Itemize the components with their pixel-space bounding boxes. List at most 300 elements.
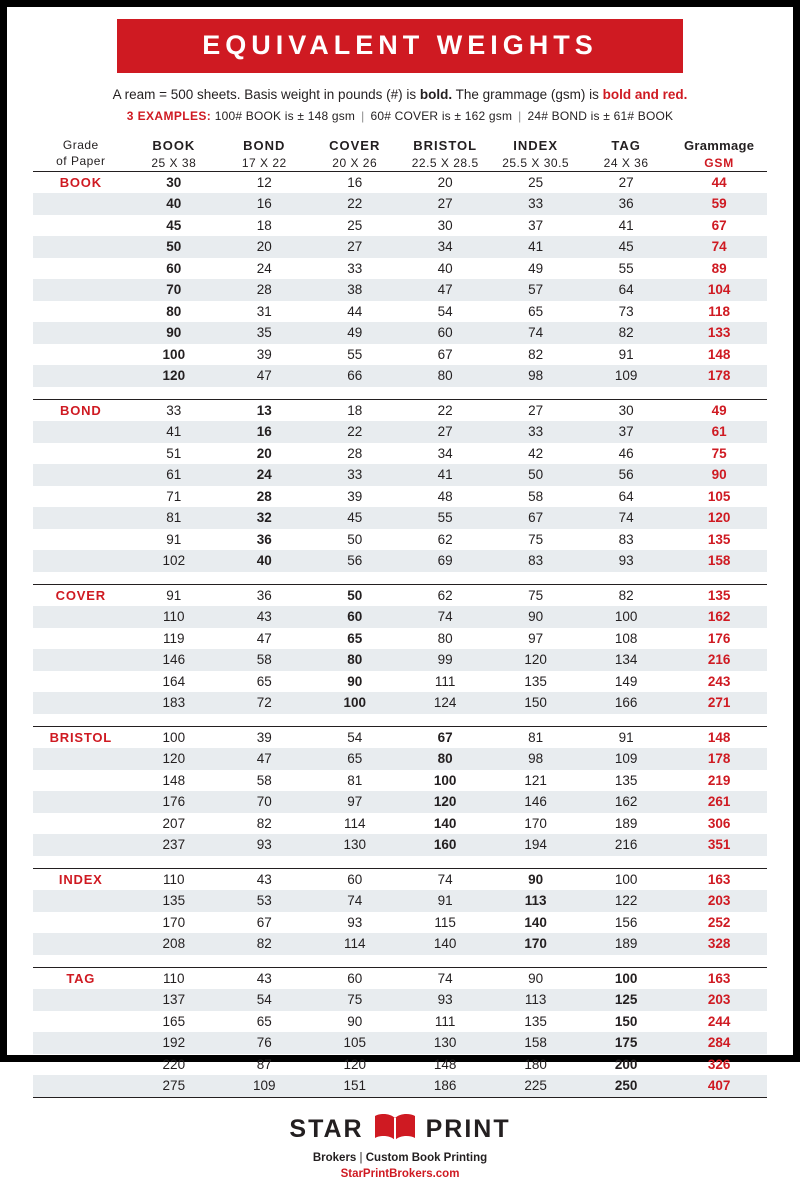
cell-value: 18 [256, 217, 272, 233]
cell-value: 64 [581, 279, 671, 301]
table-row [33, 279, 767, 301]
table-row [33, 967, 767, 989]
cell-grammage: 105 [707, 488, 731, 504]
cell-value: 225 [490, 1075, 580, 1097]
grade-blank [33, 770, 129, 792]
cell-value: 24 [219, 464, 309, 486]
column-header-cover-name: COVER [329, 138, 381, 153]
cell-value: 82 [618, 587, 634, 603]
cell-value: 82 [219, 933, 309, 955]
cell-value: 71 [166, 488, 182, 504]
cell-grammage: 243 [707, 673, 731, 689]
column-header-tag-name: TAG [611, 138, 641, 153]
cell-value: 113 [490, 890, 580, 912]
cell-value: 62 [437, 587, 453, 603]
grade-blank [33, 464, 129, 486]
cell-value: 20 [256, 445, 272, 461]
cell-value: 140 [524, 914, 547, 930]
column-header-index [490, 137, 580, 171]
cell-value: 55 [618, 260, 634, 276]
cell-value: 208 [129, 933, 219, 955]
cell-grammage: 59 [671, 193, 767, 215]
cell-value: 66 [310, 365, 400, 387]
cell-value: 110 [129, 606, 219, 628]
cell-value: 37 [581, 421, 671, 443]
cell-value: 81 [129, 507, 219, 529]
grade-blank [33, 890, 129, 912]
cell-value: 121 [524, 772, 547, 788]
cell-value: 162 [581, 791, 671, 813]
cell-value: 60 [400, 322, 490, 344]
cell-value: 275 [129, 1075, 219, 1097]
cell-value: 124 [400, 692, 490, 714]
cell-value: 82 [581, 322, 671, 344]
examples-label: 3 EXAMPLES: [126, 109, 212, 123]
cell-grammage: 163 [707, 871, 731, 887]
footer-tagline [33, 1152, 767, 1164]
example-item-2: 60# COVER is ± 162 gsm [370, 109, 513, 123]
cell-value: 42 [528, 445, 544, 461]
cell-value: 30 [437, 217, 453, 233]
cell-value: 74 [400, 606, 490, 628]
cell-value: 32 [219, 507, 309, 529]
page-title: EQUIVALENT WEIGHTS [117, 19, 683, 73]
cell-value: 149 [614, 673, 638, 689]
cell-value: 51 [166, 445, 182, 461]
grade-label: TAG [66, 970, 96, 986]
cell-value: 110 [163, 871, 185, 887]
table-row [33, 1032, 767, 1054]
table-row [33, 584, 767, 606]
footer-website[interactable]: StarPrintBrokers.com [340, 1167, 460, 1180]
grade-blank [33, 236, 129, 258]
grade-blank [33, 507, 129, 529]
cell-value: 80 [400, 748, 490, 770]
cell-value: 137 [129, 989, 219, 1011]
cell-value: 82 [256, 815, 272, 831]
cell-value: 90 [347, 1013, 363, 1029]
cell-value: 81 [528, 729, 544, 745]
cell-value: 156 [614, 914, 638, 930]
group-divider [33, 856, 767, 869]
grade-label: BOND [60, 402, 102, 418]
cell-value: 91 [618, 346, 634, 362]
footer-tagline-left: Brokers [312, 1151, 357, 1164]
footer-tagline-sep: | [359, 1151, 363, 1164]
table-row [33, 692, 767, 714]
table-row [33, 443, 767, 465]
table-row [33, 748, 767, 770]
subtitle-bold1: bold. [419, 87, 453, 102]
subtitle-part2: The grammage (gsm) is [452, 87, 603, 102]
cell-value: 60 [347, 970, 363, 986]
cell-value: 39 [347, 488, 363, 504]
cell-value: 90 [528, 871, 544, 887]
grade-blank [33, 606, 129, 628]
cell-value: 74 [490, 322, 580, 344]
cell-value: 200 [614, 1056, 638, 1072]
example-item-3: 24# BOND is ± 61# BOOK [527, 109, 674, 123]
cell-value: 74 [581, 507, 671, 529]
cell-value: 65 [347, 630, 363, 646]
grade-blank [33, 550, 129, 572]
table-row [33, 171, 767, 193]
table-row [33, 215, 767, 237]
cell-value: 41 [490, 236, 580, 258]
group-divider [33, 572, 767, 585]
cell-value: 192 [129, 1032, 219, 1054]
cell-value: 16 [347, 174, 363, 190]
cell-value: 165 [162, 1013, 186, 1029]
group-divider [33, 955, 767, 968]
grade-blank [33, 628, 129, 650]
cell-value: 25 [347, 217, 363, 233]
cell-value: 90 [528, 970, 544, 986]
cell-value: 49 [528, 260, 544, 276]
cell-value: 41 [129, 421, 219, 443]
cell-value: 30 [166, 174, 182, 190]
cell-value: 30 [618, 402, 634, 418]
cell-value: 54 [437, 303, 453, 319]
cell-value: 91 [400, 890, 490, 912]
column-header-grade-name: Grade [62, 138, 99, 152]
cell-value: 70 [219, 791, 309, 813]
grade-blank [33, 1054, 129, 1076]
table-row [33, 344, 767, 366]
cell-grammage: 203 [671, 989, 767, 1011]
cell-value: 27 [400, 421, 490, 443]
grade-label: INDEX [58, 871, 103, 887]
grade-blank [33, 344, 129, 366]
cell-value: 33 [310, 464, 400, 486]
cell-value: 33 [490, 421, 580, 443]
cell-value: 146 [490, 791, 580, 813]
cell-value: 175 [581, 1032, 671, 1054]
cell-value: 34 [400, 236, 490, 258]
grade-blank [33, 692, 129, 714]
grade-blank [33, 1075, 129, 1097]
page-inner [7, 7, 793, 1180]
cell-value: 220 [162, 1056, 186, 1072]
cell-value: 83 [618, 531, 634, 547]
cell-value: 43 [256, 871, 272, 887]
table-row [33, 301, 767, 323]
cell-value: 100 [433, 772, 457, 788]
cell-value: 135 [129, 890, 219, 912]
cell-value: 140 [433, 815, 457, 831]
cell-value: 166 [581, 692, 671, 714]
examples-line [33, 109, 767, 123]
cell-value: 120 [490, 649, 580, 671]
cell-value: 67 [437, 729, 453, 745]
table-row [33, 550, 767, 572]
equivalent-weights-table [33, 137, 767, 1098]
table-row [33, 791, 767, 813]
cell-value: 100 [581, 606, 671, 628]
logo-star-text: STAR [289, 1114, 364, 1143]
grade-blank [33, 912, 129, 934]
cell-value: 35 [219, 322, 309, 344]
column-header-bond-name: BOND [243, 138, 286, 153]
logo-print-text: PRINT [425, 1114, 511, 1143]
cell-grammage: 203 [671, 890, 767, 912]
cell-value: 110 [163, 970, 185, 986]
cell-value: 114 [343, 815, 366, 831]
cell-value: 36 [581, 193, 671, 215]
cell-value: 22 [310, 421, 400, 443]
cell-value: 73 [618, 303, 634, 319]
cell-value: 69 [400, 550, 490, 572]
cell-grammage: 407 [671, 1075, 767, 1097]
cell-value: 12 [256, 174, 272, 190]
grade-blank [33, 443, 129, 465]
cell-value: 176 [129, 791, 219, 813]
cell-value: 81 [347, 772, 363, 788]
cell-value: 125 [581, 989, 671, 1011]
cell-value: 55 [400, 507, 490, 529]
cell-value: 99 [400, 649, 490, 671]
cell-grammage: 148 [707, 729, 731, 745]
cell-grammage: 89 [711, 260, 727, 276]
cell-value: 74 [437, 871, 453, 887]
cell-value: 98 [490, 365, 580, 387]
table-row [33, 1054, 767, 1076]
cell-value: 74 [310, 890, 400, 912]
table-body [33, 171, 767, 1097]
cell-value: 160 [400, 834, 490, 856]
cell-value: 67 [490, 507, 580, 529]
cell-value: 105 [310, 1032, 400, 1054]
table-row [33, 933, 767, 955]
table-row [33, 421, 767, 443]
cell-grammage: 135 [707, 587, 731, 603]
cell-grammage: 120 [671, 507, 767, 529]
cell-value: 93 [400, 989, 490, 1011]
column-header-grade [33, 137, 129, 171]
cell-grammage: 49 [711, 402, 727, 418]
column-header-tag-dim: 24 X 36 [603, 155, 649, 170]
cell-value: 33 [347, 260, 363, 276]
grade-label: COVER [55, 587, 106, 603]
cell-value: 65 [310, 748, 400, 770]
table-row [33, 529, 767, 551]
cell-grammage: 75 [711, 445, 727, 461]
cell-value: 183 [129, 692, 219, 714]
cell-value: 148 [433, 1056, 457, 1072]
cell-grammage: 118 [708, 303, 731, 319]
table-row [33, 365, 767, 387]
group-divider [33, 1097, 767, 1098]
table-row [33, 770, 767, 792]
cell-value: 100 [614, 871, 638, 887]
cell-value: 13 [256, 402, 272, 418]
table-row [33, 868, 767, 890]
cell-value: 41 [618, 217, 634, 233]
column-header-grammage-name: Grammage [683, 138, 755, 153]
subtitle [33, 87, 767, 102]
grade-blank [33, 279, 129, 301]
grade-blank [33, 989, 129, 1011]
cell-value: 91 [618, 729, 634, 745]
cell-grammage: 61 [671, 421, 767, 443]
column-header-grammage [671, 137, 767, 171]
cell-value: 111 [434, 1013, 456, 1029]
table-row [33, 912, 767, 934]
cell-value: 65 [528, 303, 544, 319]
cell-value: 97 [310, 791, 400, 813]
cell-value: 70 [129, 279, 219, 301]
table-header [33, 137, 767, 171]
cell-value: 53 [219, 890, 309, 912]
cell-value: 75 [528, 587, 544, 603]
cell-value: 27 [528, 402, 544, 418]
cell-value: 47 [256, 630, 272, 646]
cell-grammage: 44 [711, 174, 727, 190]
cell-grammage: 90 [671, 464, 767, 486]
cell-value: 36 [256, 531, 272, 547]
cell-value: 170 [490, 933, 580, 955]
cell-value: 39 [256, 729, 272, 745]
cell-value: 189 [614, 815, 638, 831]
cell-value: 36 [256, 587, 272, 603]
cell-value: 98 [490, 748, 580, 770]
column-header-book-dim: 25 X 38 [151, 155, 197, 170]
cell-value: 38 [310, 279, 400, 301]
cell-value: 60 [166, 260, 182, 276]
column-header-index-name: INDEX [513, 138, 558, 153]
cell-value: 135 [614, 772, 638, 788]
cell-grammage: 261 [671, 791, 767, 813]
cell-grammage: 178 [671, 748, 767, 770]
table-row [33, 1011, 767, 1033]
cell-value: 108 [614, 630, 638, 646]
cell-value: 20 [219, 236, 309, 258]
cell-value: 186 [400, 1075, 490, 1097]
table-row [33, 193, 767, 215]
cell-value: 130 [400, 1032, 490, 1054]
cell-value: 150 [614, 1013, 638, 1029]
cell-value: 170 [162, 914, 186, 930]
cell-value: 44 [347, 303, 363, 319]
cell-value: 115 [434, 914, 456, 930]
cell-grammage: 176 [707, 630, 731, 646]
table-row [33, 258, 767, 280]
cell-value: 45 [310, 507, 400, 529]
cell-value: 237 [129, 834, 219, 856]
cell-value: 61 [129, 464, 219, 486]
cell-value: 65 [256, 673, 272, 689]
cell-value: 114 [310, 933, 400, 955]
grade-blank [33, 529, 129, 551]
table-row [33, 464, 767, 486]
cell-value: 113 [490, 989, 580, 1011]
cell-value: 80 [310, 649, 400, 671]
cell-value: 74 [437, 970, 453, 986]
cell-value: 102 [129, 550, 219, 572]
cell-value: 93 [219, 834, 309, 856]
cell-value: 34 [437, 445, 453, 461]
cell-value: 48 [437, 488, 453, 504]
column-header-cover [310, 137, 400, 171]
cell-grammage: 328 [671, 933, 767, 955]
cell-value: 57 [490, 279, 580, 301]
cell-value: 65 [256, 1013, 272, 1029]
cell-value: 100 [162, 729, 186, 745]
cell-value: 90 [490, 606, 580, 628]
cell-value: 45 [581, 236, 671, 258]
footer-tagline-right: Custom Book Printing [365, 1151, 488, 1164]
cell-value: 180 [524, 1056, 547, 1072]
grade-blank [33, 258, 129, 280]
cell-value: 56 [581, 464, 671, 486]
cell-grammage: 133 [671, 322, 767, 344]
cell-value: 40 [129, 193, 219, 215]
cell-value: 164 [162, 673, 186, 689]
table-row [33, 399, 767, 421]
cell-value: 62 [437, 531, 453, 547]
column-header-cover-dim: 20 X 26 [332, 155, 378, 170]
cell-grammage: 135 [707, 531, 731, 547]
grade-blank [33, 834, 129, 856]
cell-value: 80 [400, 365, 490, 387]
cell-value: 22 [310, 193, 400, 215]
cell-grammage: 148 [707, 346, 731, 362]
cell-value: 54 [347, 729, 363, 745]
cell-value: 122 [581, 890, 671, 912]
cell-value: 90 [347, 673, 363, 689]
cell-value: 25 [528, 174, 544, 190]
examples-separator-2: | [518, 109, 522, 123]
table-row [33, 834, 767, 856]
cell-value: 109 [219, 1075, 309, 1097]
table-row [33, 507, 767, 529]
cell-value: 46 [618, 445, 634, 461]
cell-value: 16 [219, 421, 309, 443]
cell-grammage: 284 [671, 1032, 767, 1054]
grade-blank [33, 649, 129, 671]
cell-grammage: 104 [671, 279, 767, 301]
cell-value: 58 [528, 488, 544, 504]
table-row [33, 989, 767, 1011]
cell-value: 90 [129, 322, 219, 344]
cell-value: 146 [129, 649, 219, 671]
table-row [33, 649, 767, 671]
cell-value: 28 [256, 488, 272, 504]
cell-value: 194 [490, 834, 580, 856]
cell-value: 55 [347, 346, 363, 362]
cell-value: 250 [581, 1075, 671, 1097]
cell-value: 100 [310, 692, 400, 714]
grade-blank [33, 933, 129, 955]
cell-value: 43 [219, 606, 309, 628]
cell-value: 135 [524, 1013, 547, 1029]
cell-value: 58 [219, 649, 309, 671]
table-header-row [33, 137, 767, 171]
column-header-bristol-name: BRISTOL [413, 138, 478, 153]
cell-value: 109 [581, 748, 671, 770]
subtitle-red1: bold and red. [602, 87, 688, 102]
grade-blank [33, 486, 129, 508]
cell-value: 93 [347, 914, 363, 930]
grade-blank [33, 1032, 129, 1054]
footer [33, 1112, 767, 1180]
cell-value: 80 [437, 630, 453, 646]
example-item-1: 100# BOOK is ± 148 gsm [214, 109, 356, 123]
cell-value: 27 [618, 174, 634, 190]
column-header-grade-dim: of Paper [56, 154, 106, 169]
cell-value: 28 [347, 445, 363, 461]
cell-value: 67 [256, 914, 272, 930]
